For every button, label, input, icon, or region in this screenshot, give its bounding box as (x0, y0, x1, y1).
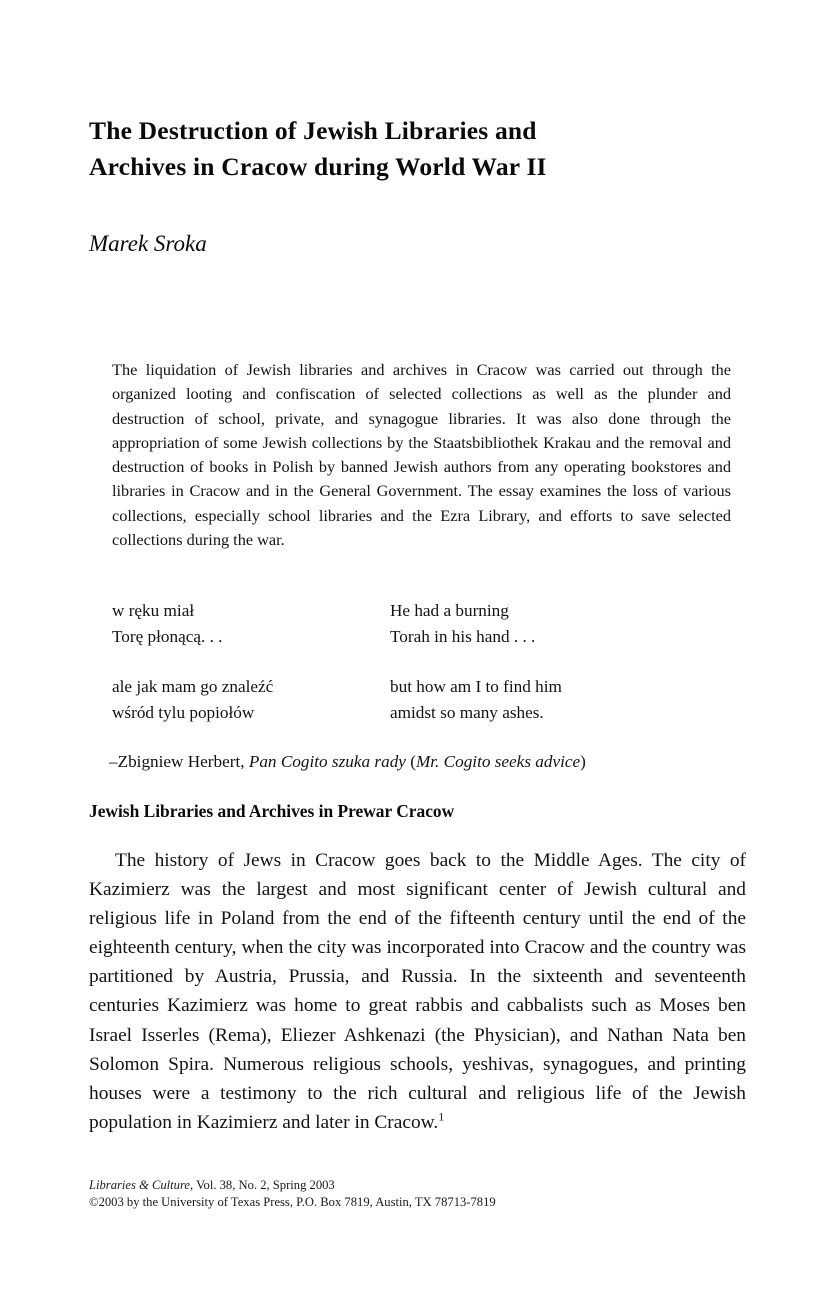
article-title-line-2: Archives in Cracow during World War II (89, 152, 547, 181)
attribution-work-title: Pan Cogito szuka rady (248, 752, 406, 771)
epigraph-stanza (112, 674, 752, 726)
epigraph-polish-line: w ręku miał (112, 601, 195, 620)
article-title (89, 113, 749, 185)
epigraph-english-line: amidst so many ashes. (390, 703, 544, 722)
epigraph-english-line: but how am I to find him (390, 677, 562, 696)
section-heading: Jewish Libraries and Archives in Prewar Cracow (89, 801, 455, 821)
section-body (89, 846, 746, 1137)
epigraph-attribution (109, 750, 759, 774)
footer-journal-name: Libraries & Culture (89, 1178, 190, 1192)
article-abstract (112, 358, 731, 552)
article-author: Marek Sroka (89, 231, 207, 256)
body-paragraph (89, 846, 746, 1137)
attribution-close-paren: ) (580, 752, 586, 771)
footer-citation-line (89, 1177, 709, 1194)
page-footer (89, 1177, 709, 1211)
attribution-separator: ( (405, 752, 416, 771)
epigraph-poem (112, 598, 752, 726)
epigraph-english-line: He had a burning (390, 601, 509, 620)
footer-citation-details: , Vol. 38, No. 2, Spring 2003 (190, 1178, 335, 1192)
article-title-line-1: The Destruction of Jewish Libraries and (89, 116, 537, 145)
attribution-translation: Mr. Cogito seeks advice (415, 752, 581, 771)
epigraph-english-line: Torah in his hand . . . (390, 627, 536, 646)
epigraph-row (112, 624, 752, 650)
epigraph-stanza (112, 598, 752, 650)
epigraph-row (112, 598, 752, 624)
epigraph-polish-line: ale jak mam go znaleźć (112, 677, 274, 696)
attribution-author: –Zbigniew Herbert, (109, 752, 249, 771)
abstract-text: The liquidation of Jewish libraries and archives in Cracow was carried out through the organized looting and confiscation of selected collections as well as the plunder and destruction of school, private, and synagogue libraries. It was also done through the appropriation of some Jewish collections by the Staatsbibliothek Krakau and the removal and destruction of books in Polish by banned Jewish authors from any operating bookstores and libraries in Cracow and in the General Government. The essay examines the loss of various collections, especially school libraries and the Ezra Library, and efforts to save selected collections during the war. (112, 360, 731, 550)
epigraph-polish-line: wśród tylu popiołów (112, 703, 255, 722)
epigraph-row (112, 674, 752, 700)
epigraph-polish-line: Torę płonącą. . . (112, 627, 223, 646)
footer-copyright-line: ©2003 by the University of Texas Press, P.O. Box 7819, Austin, TX 78713-7819 (89, 1195, 496, 1209)
epigraph-row (112, 700, 752, 726)
body-paragraph-text: The history of Jews in Cracow goes back to the Middle Ages. The city of Kazimierz was the largest and most significant center of Jewish cultural and religious life in Poland from the end of the fifteenth century until the end of the eighteenth century, when the city was incorporated into Cracow and the country was partitioned by Austria, Prussia, and Russia. In the sixteenth and seventeenth centuries Kazimierz was home to great rabbis and cabbalists such as Moses ben Israel Isserles (Rema), Eliezer Ashkenazi (the Physician), and Nathan Nata ben Solomon Spira. Numerous religious schools, yeshivas, synagogues, and printing houses were a testimony to the rich cultural and religious life of the Jewish population in Kazimierz and later in Cracow. (89, 850, 746, 1133)
footnote-marker: 1 (438, 1109, 445, 1124)
